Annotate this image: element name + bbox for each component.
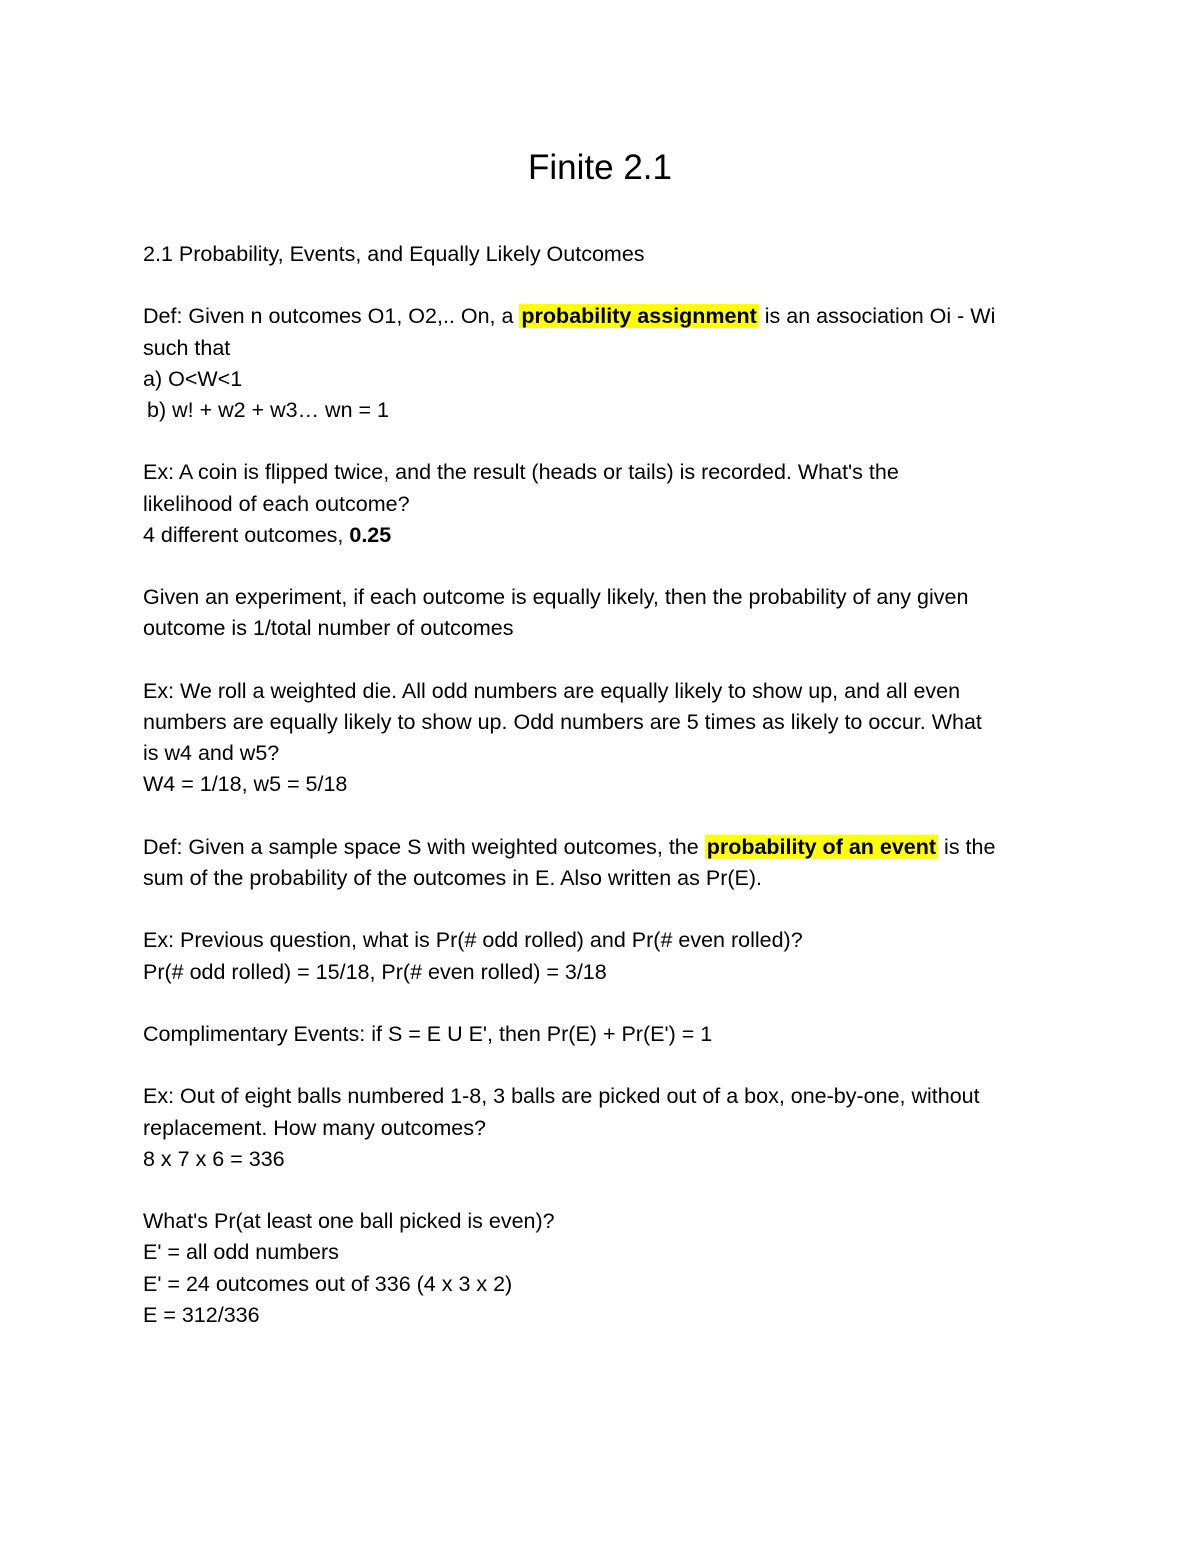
complimentary-events: Complimentary Events: if S = E U E', then Pr(E) + Pr(E') = 1 (143, 1021, 713, 1046)
example-even-step2: E' = 24 outcomes out of 336 (4 x 3 x 2) (143, 1271, 513, 1296)
def1-pre: Def: Given n outcomes O1, O2,.. On, a (143, 304, 520, 329)
spacer (143, 988, 1073, 1019)
definition-probability-assignment (143, 301, 1073, 332)
highlight-probability-assignment: probability assignment (521, 304, 757, 329)
example-die-line3: is w4 and w5? (143, 741, 280, 766)
ex1-answer-bold: 0.25 (349, 522, 392, 547)
def1-condition-b: b) w! + w2 + w3… wn = 1 (147, 398, 389, 422)
spacer (143, 1175, 1073, 1206)
notes-body (143, 239, 1073, 1331)
spacer (143, 551, 1073, 582)
example-even-step1: E' = all odd numbers (143, 1240, 339, 1265)
page-title: Finite 2.1 (528, 148, 672, 187)
def2-line2: sum of the probability of the outcomes in E. Also written as Pr(E). (143, 865, 762, 890)
equally-likely-line2: outcome is 1/total number of outcomes (143, 616, 514, 641)
example-die-line1: Ex: We roll a weighted die. All odd numbers are equally likely to show up, and all even (143, 678, 961, 703)
spacer (143, 270, 1073, 301)
example-previous-question: Ex: Previous question, what is Pr(# odd rolled) and Pr(# even rolled)? (143, 928, 803, 953)
def1-condition-a: a) O<W<1 (143, 366, 243, 391)
example-coin-answer (143, 520, 1073, 551)
spacer (143, 1050, 1073, 1081)
example-balls-line2: replacement. How many outcomes? (143, 1115, 486, 1140)
definition-probability-event (143, 832, 1073, 863)
example-balls-line1: Ex: Out of eight balls numbered 1-8, 3 balls are picked out of a box, one-by-one, without (143, 1084, 980, 1109)
example-die-line2: numbers are equally likely to show up. Odd numbers are 5 times as likely to occur. What (143, 709, 982, 734)
equally-likely-line1: Given an experiment, if each outcome is equally likely, then the probability of any given (143, 585, 969, 610)
spacer (143, 645, 1073, 676)
spacer (143, 894, 1073, 925)
example-even-question: What's Pr(at least one ball picked is even)? (143, 1209, 555, 1234)
example-balls-answer: 8 x 7 x 6 = 336 (143, 1146, 285, 1171)
example-die-answer: W4 = 1/18, w5 = 5/18 (143, 772, 348, 797)
spacer (143, 801, 1073, 832)
section-heading: 2.1 Probability, Events, and Equally Likely Outcomes (143, 242, 645, 266)
example-even-step3: E = 312/336 (143, 1302, 260, 1327)
example-coin-line1: Ex: A coin is flipped twice, and the result (heads or tails) is recorded. What's the (143, 460, 899, 485)
ex1-answer-pre: 4 different outcomes, (143, 522, 350, 547)
def1-post: is an association Oi - Wi (758, 304, 996, 329)
example-coin-line2: likelihood of each outcome? (143, 491, 410, 516)
highlight-probability-of-event: probability of an event (706, 834, 937, 859)
def2-post: is the (938, 834, 996, 859)
def1-line2: such that (143, 335, 231, 360)
spacer (143, 426, 1073, 457)
example-previous-answer: Pr(# odd rolled) = 15/18, Pr(# even rolled) = 3/18 (143, 959, 607, 984)
def2-pre: Def: Given a sample space S with weighted outcomes, the (143, 834, 705, 859)
